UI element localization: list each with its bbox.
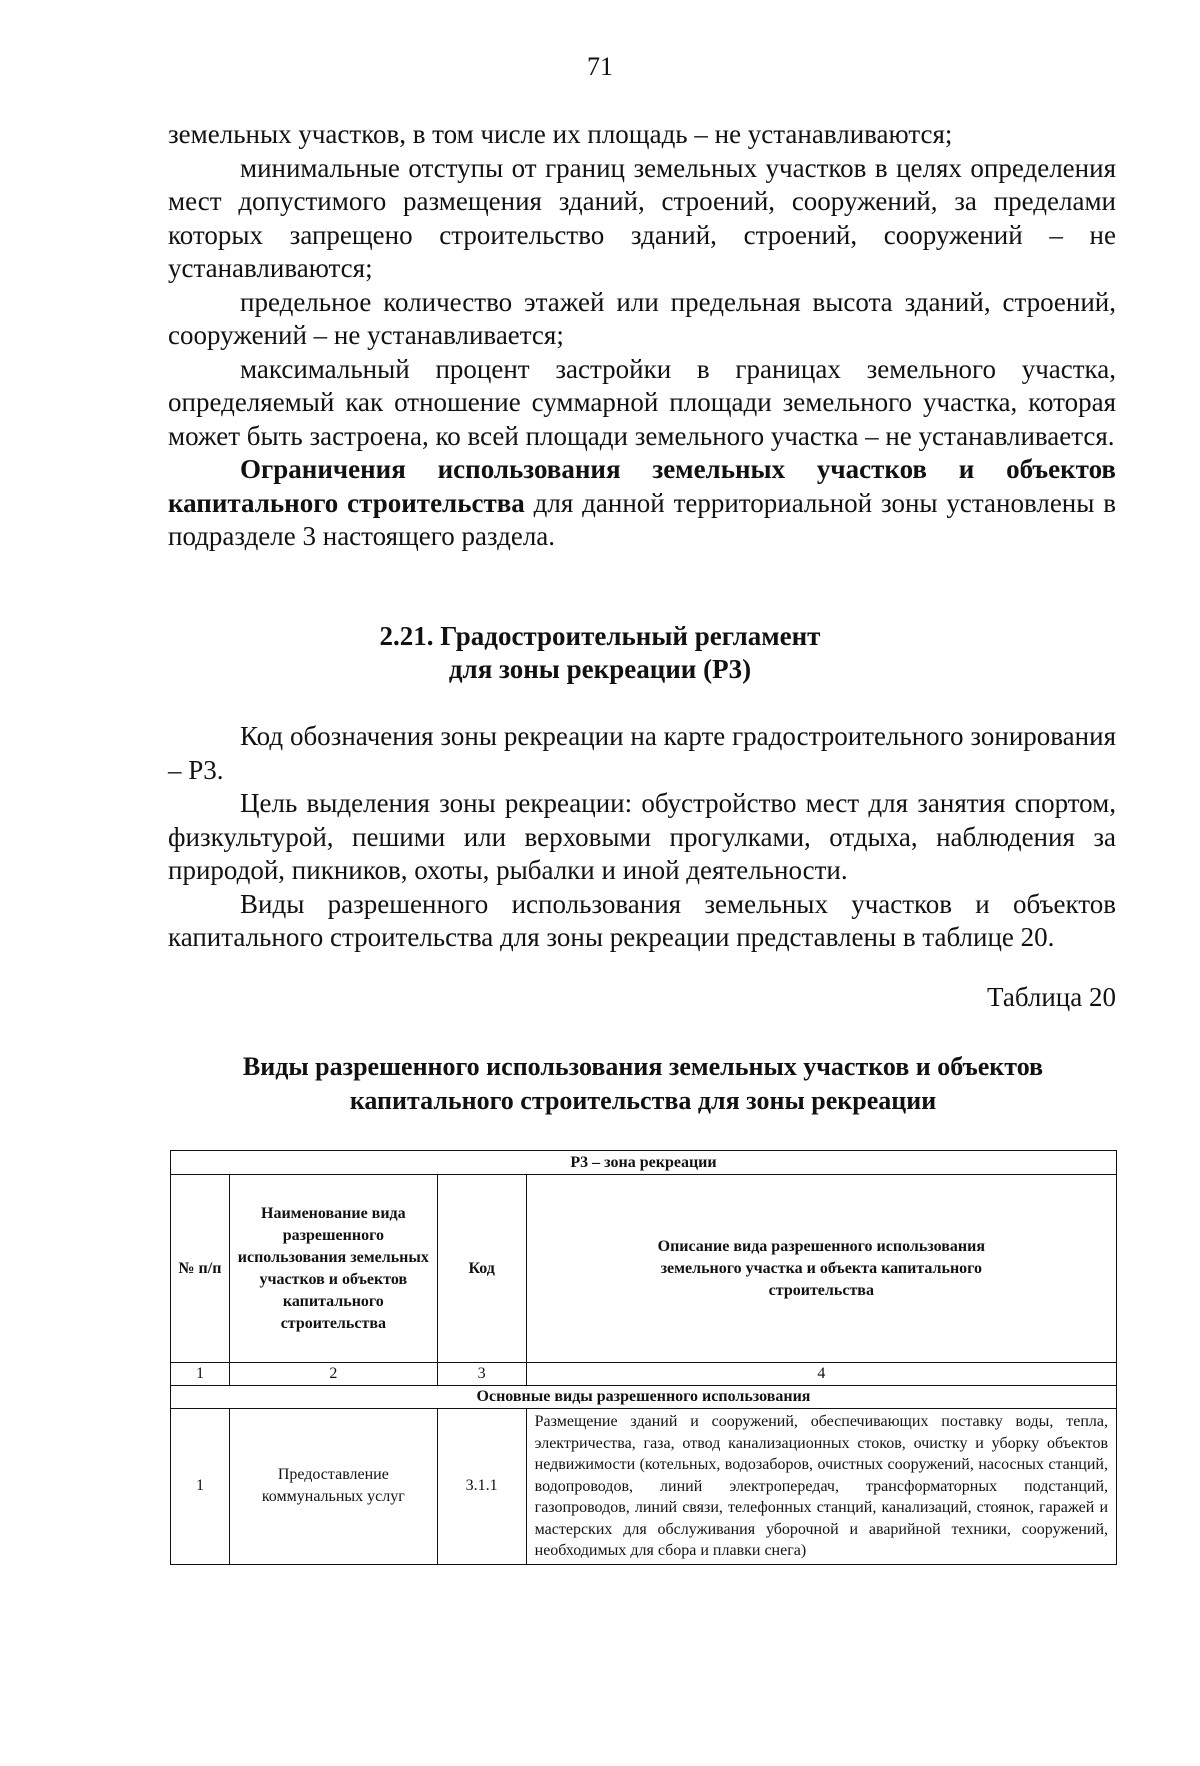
header-description: Описание вида разрешенного использования земельного участка и объекта капитального строительства: [526, 1175, 1116, 1363]
section-heading: [0, 620, 1200, 686]
table-title: [0, 1050, 1200, 1118]
header-name: Наименование вида разрешенного использования земельных участков и объектов капитального строительства: [229, 1175, 437, 1363]
header-code: Код: [437, 1175, 526, 1363]
section-heading-line1: 2.21. Градостроительный регламент: [379, 621, 821, 651]
zone-text-block: [168, 720, 1116, 955]
table-number: Таблица 20: [987, 982, 1116, 1012]
paragraph-zone-code: Код обозначения зоны рекреации на карте градостроительного зонирования – Р3.: [168, 721, 1116, 785]
index-col-4: 4: [526, 1363, 1116, 1386]
header-num: № п/п: [171, 1175, 230, 1363]
row-code: 3.1.1: [437, 1409, 526, 1565]
paragraph-restrictions: [168, 453, 1116, 554]
paragraph-zone-uses: Виды разрешенного использования земельных участков и объектов капитального строительства для зоны рекреации представлены в таблице 20.: [168, 888, 1116, 952]
section-heading-line2: для зоны рекреации (Р3): [448, 654, 752, 684]
row-description: Размещение зданий и сооружений, обеспечивающих поставку воды, тепла, электричества, газа, отвод канализационных стоков, очистку и уборку объектов недвижимости (котельных, водозаборов, очистных сооружений, насосных станций, водопроводов, линий электропередач, трансформаторных подстанций, газопроводов, линий связи, телефонных станций, канализаций, стоянок, гаражей и мастерских для обслуживания уборочной и аварийной техники, сооружений, необходимых для сбора и плавки снега): [526, 1409, 1116, 1565]
index-col-1: 1: [171, 1363, 230, 1386]
index-col-2: 2: [229, 1363, 437, 1386]
regulation-text-block: [168, 118, 1116, 554]
paragraph-max-coverage: максимальный процент застройки в границах земельного участка, определяемый как отношение суммарной площади земельного участка, которая может быть застроена, ко всей площади земельного участка – не устанавливается.: [168, 353, 1116, 451]
section-main-uses: Основные виды разрешенного использования: [171, 1386, 1117, 1409]
paragraph-area-limits: земельных участков, в том числе их площадь – не устанавливаются;: [168, 119, 953, 149]
paragraph-floors-limit: предельное количество этажей или предельная высота зданий, строений, сооружений – не устанавливается;: [168, 286, 1116, 350]
row-name: Предоставление коммунальных услуг: [229, 1409, 437, 1565]
paragraph-zone-purpose: Цель выделения зоны рекреации: обустройство мест для занятия спортом, физкультурой, пешими или верховыми прогулками, отдыха, наблюдения за природой, пикников, охоты, рыбалки и иной деятельности.: [168, 788, 1116, 885]
permitted-uses-table: [170, 1150, 1117, 1565]
table-title-line1: Виды разрешенного использования земельных участков и объектов: [242, 1052, 1044, 1081]
zone-header: Р3 – зона рекреации: [171, 1151, 1117, 1175]
restrictions-bold: Ограничения использования земельных участков и объектов капитального строительства: [168, 454, 1116, 518]
row-num: 1: [171, 1409, 230, 1565]
table-title-line2: капитального строительства для зоны рекреации: [349, 1086, 937, 1115]
table-row: [171, 1409, 1117, 1565]
page-number: 71: [587, 52, 613, 81]
restrictions-rest: для данной территориальной зоны установлены в подразделе 3 настоящего раздела.: [168, 487, 1116, 551]
index-col-3: 3: [437, 1363, 526, 1386]
paragraph-min-setbacks: минимальные отступы от границ земельных участков в целях определения мест допустимого размещения зданий, строений, сооружений, за пределами которых запрещено строительство зданий, строений, сооружений – не устанавливаются;: [168, 152, 1116, 283]
